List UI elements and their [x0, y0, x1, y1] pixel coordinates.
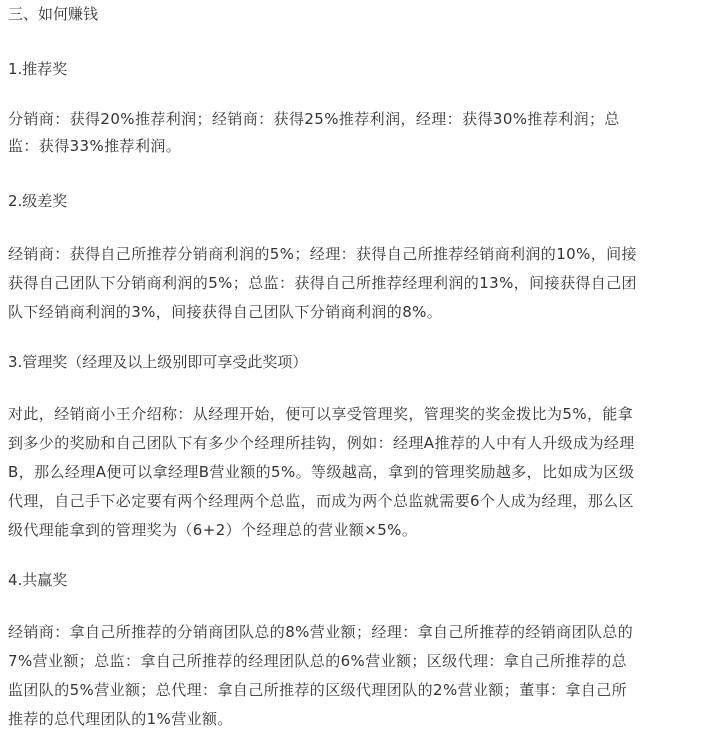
heading-difference-bonus: 2.级差奖	[8, 192, 68, 210]
section-title: 三、如何赚钱	[8, 5, 99, 23]
paragraph-difference-bonus	[8, 242, 637, 324]
paragraph-line: 监团队的5%营业额；总代理：拿自己所推荐的区级代理团队的2%营业额；董事：拿自己所	[8, 681, 627, 699]
paragraph-management-bonus	[8, 402, 635, 542]
paragraph-line: 代理，自己手下必定要有两个经理两个总监，而成为两个总监就需要6个人成为经理，那么区	[8, 492, 634, 510]
paragraph-line: 级代理能拿到的管理奖为（6+2）个经理总的营业额×5%。	[8, 521, 418, 539]
paragraph-line: 获得自己团队下分销商利润的5%；总监：获得自己所推荐经理利润的13%，间接获得自己团	[8, 274, 637, 292]
paragraph-line: 7%营业额；总监：拿自己所推荐的经理团队总的6%营业额；区级代理：拿自己所推荐的总	[8, 652, 627, 670]
paragraph-line: 分销商：获得20%推荐利润；经销商：获得25%推荐利润，经理：获得30%推荐利润；总	[8, 110, 620, 128]
heading-recommend-bonus: 1.推荐奖	[8, 60, 68, 78]
paragraph-line: 经销商：获得自己所推荐分销商利润的5%；经理：获得自己所推荐经销商利润的10%，间接	[8, 245, 637, 263]
paragraph-line: 队下经销商利润的3%，间接获得自己团队下分销商利润的8%。	[8, 303, 443, 321]
paragraph-line: 对此，经销商小王介绍称：从经理开始，便可以享受管理奖，管理奖的奖金拨比为5%，能拿	[8, 405, 634, 423]
paragraph-line: 到多少的奖励和自己团队下有多少个经理所挂钩，例如：经理A推荐的人中有人升级成为经理	[8, 434, 635, 452]
heading-management-bonus: 3.管理奖（经理及以上级别即可享受此奖项）	[8, 353, 308, 371]
heading-win-win-bonus: 4.共赢奖	[8, 571, 68, 589]
paragraph-win-win-bonus	[8, 620, 633, 731]
paragraph-line: 监：获得33%推荐利润。	[8, 137, 182, 155]
paragraph-line: B，那么经理A便可以拿经理B营业额的5%。等级越高，拿到的管理奖励越多，比如成为区级	[8, 463, 635, 481]
paragraph-line: 推荐的总代理团队的1%营业额。	[8, 710, 233, 728]
paragraph-recommend-bonus	[8, 107, 620, 158]
paragraph-line: 经销商：拿自己所推荐的分销商团队总的8%营业额；经理：拿自己所推荐的经销商团队总的	[8, 623, 634, 641]
